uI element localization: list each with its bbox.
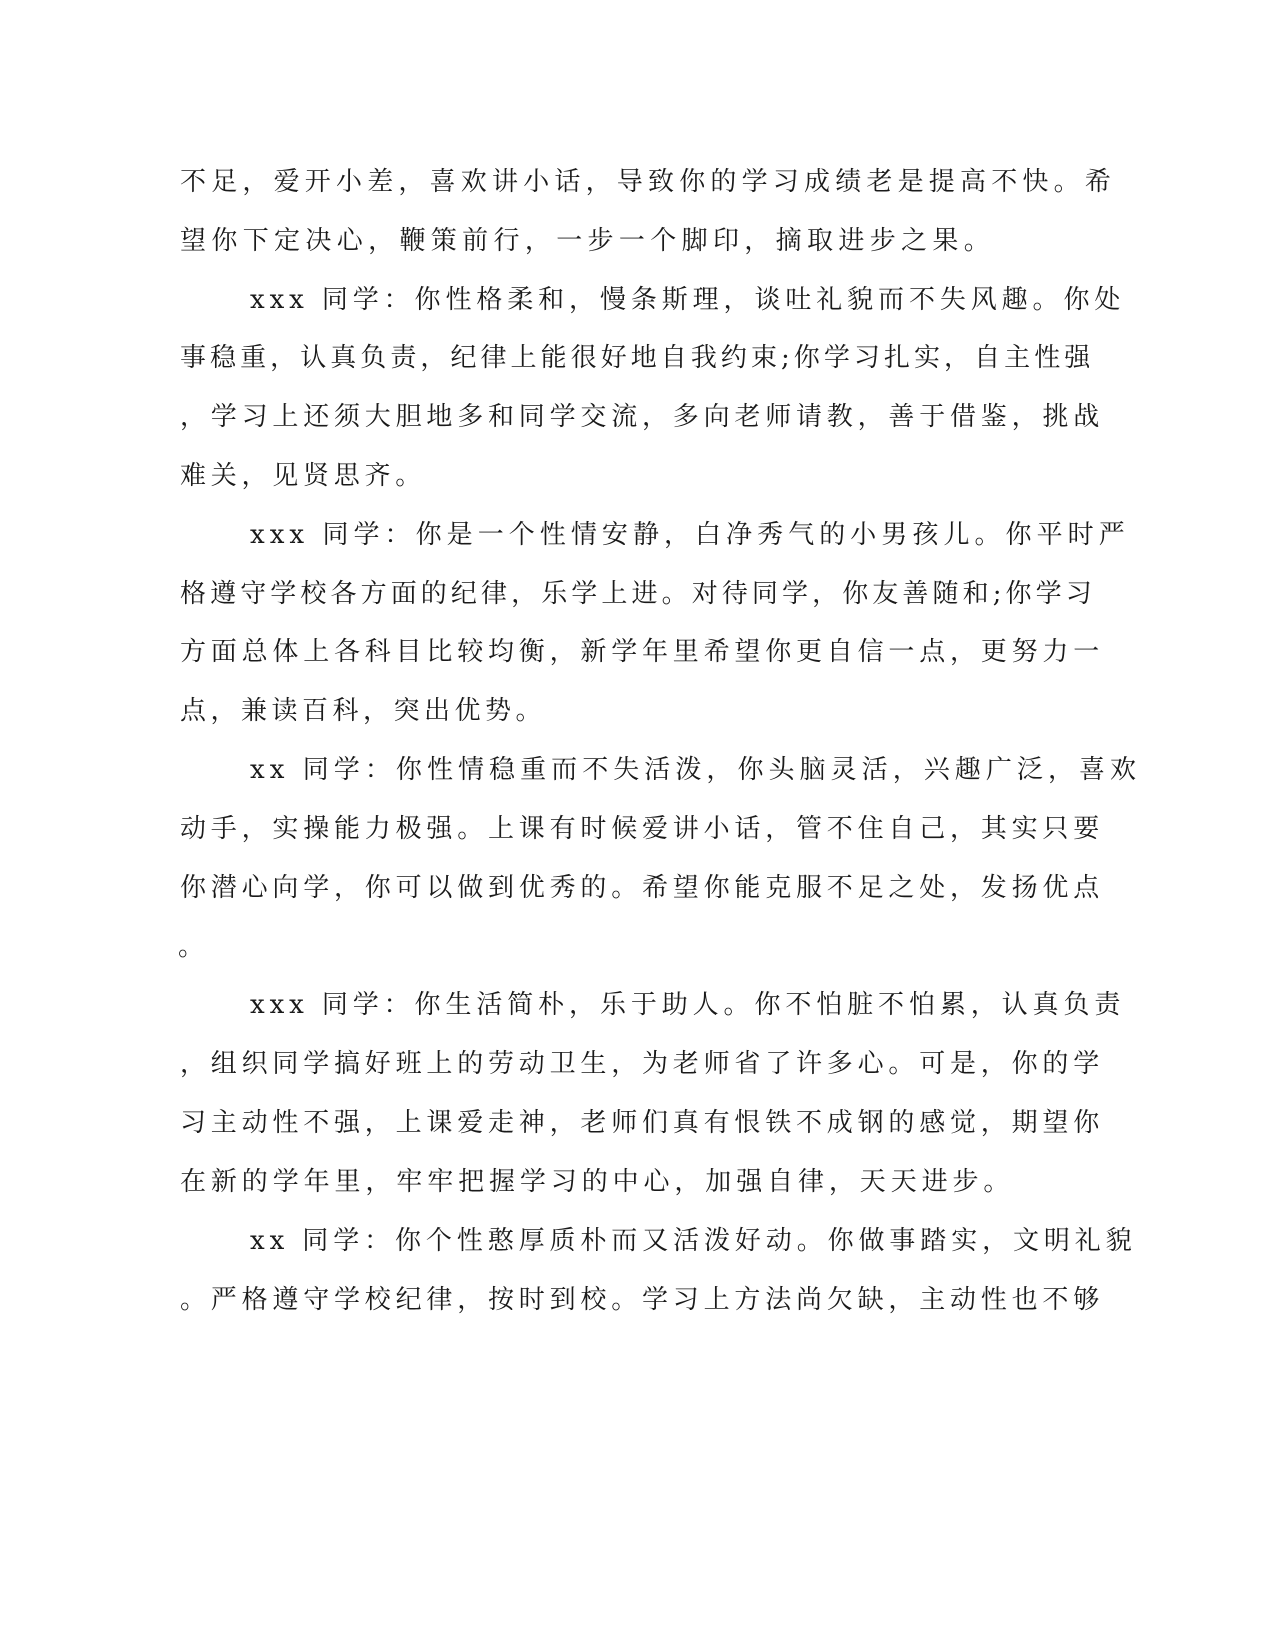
text-line: xx 同学：你性情稳重而不失活泼，你头脑灵活，兴趣广泛，喜欢 — [250, 755, 1142, 785]
text-line: 在新的学年里，牢牢把握学习的中心，加强自律，天天进步。 — [180, 1167, 1015, 1197]
text-line: 事稳重，认真负责，纪律上能很好地自我约束;你学习扎实，自主性强 — [180, 343, 1095, 373]
text-line: 你潜心向学，你可以做到优秀的。希望你能克服不足之处，发扬优点 — [180, 873, 1105, 903]
text-line: 望你下定决心，鞭策前行，一步一个脚印，摘取进步之果。 — [180, 226, 996, 256]
text-line: 点，兼读百科，突出优势。 — [180, 696, 547, 726]
text-line: 不足，爱开小差，喜欢讲小话，导致你的学习成绩老是提高不快。希 — [180, 167, 1117, 197]
text-line: ，学习上还须大胆地多和同学交流，多向老师请教，善于借鉴，挑战 — [180, 402, 1105, 432]
text-line: ，组织同学搞好班上的劳动卫生，为老师省了许多心。可是，你的学 — [180, 1049, 1105, 1079]
text-line: xxx 同学：你生活简朴，乐于助人。你不怕脏不怕累，认真负责 — [250, 990, 1126, 1020]
text-line: xx 同学：你个性憨厚质朴而又活泼好动。你做事踏实，文明礼貌 — [250, 1226, 1137, 1256]
text-line: 难关，见贤思齐。 — [180, 461, 427, 491]
text-line: 动手，实操能力极强。上课有时候爱讲小话，管不住自己，其实只要 — [180, 814, 1105, 844]
text-line: 格遵守学校各方面的纪律，乐学上进。对待同学，你友善随和;你学习 — [180, 579, 1096, 609]
text-line: 。 — [178, 932, 205, 962]
text-line: 方面总体上各科目比较均衡，新学年里希望你更自信一点，更努力一 — [180, 637, 1105, 667]
text-line: xxx 同学：你性格柔和，慢条斯理，谈吐礼貌而不失风趣。你处 — [250, 285, 1126, 315]
text-line: 。严格遵守学校纪律，按时到校。学习上方法尚欠缺，主动性也不够 — [180, 1285, 1105, 1315]
text-line: 习主动性不强，上课爱走神，老师们真有恨铁不成钢的感觉，期望你 — [180, 1108, 1105, 1138]
text-line: xxx 同学：你是一个性情安静，白净秀气的小男孩儿。你平时严 — [250, 520, 1130, 550]
